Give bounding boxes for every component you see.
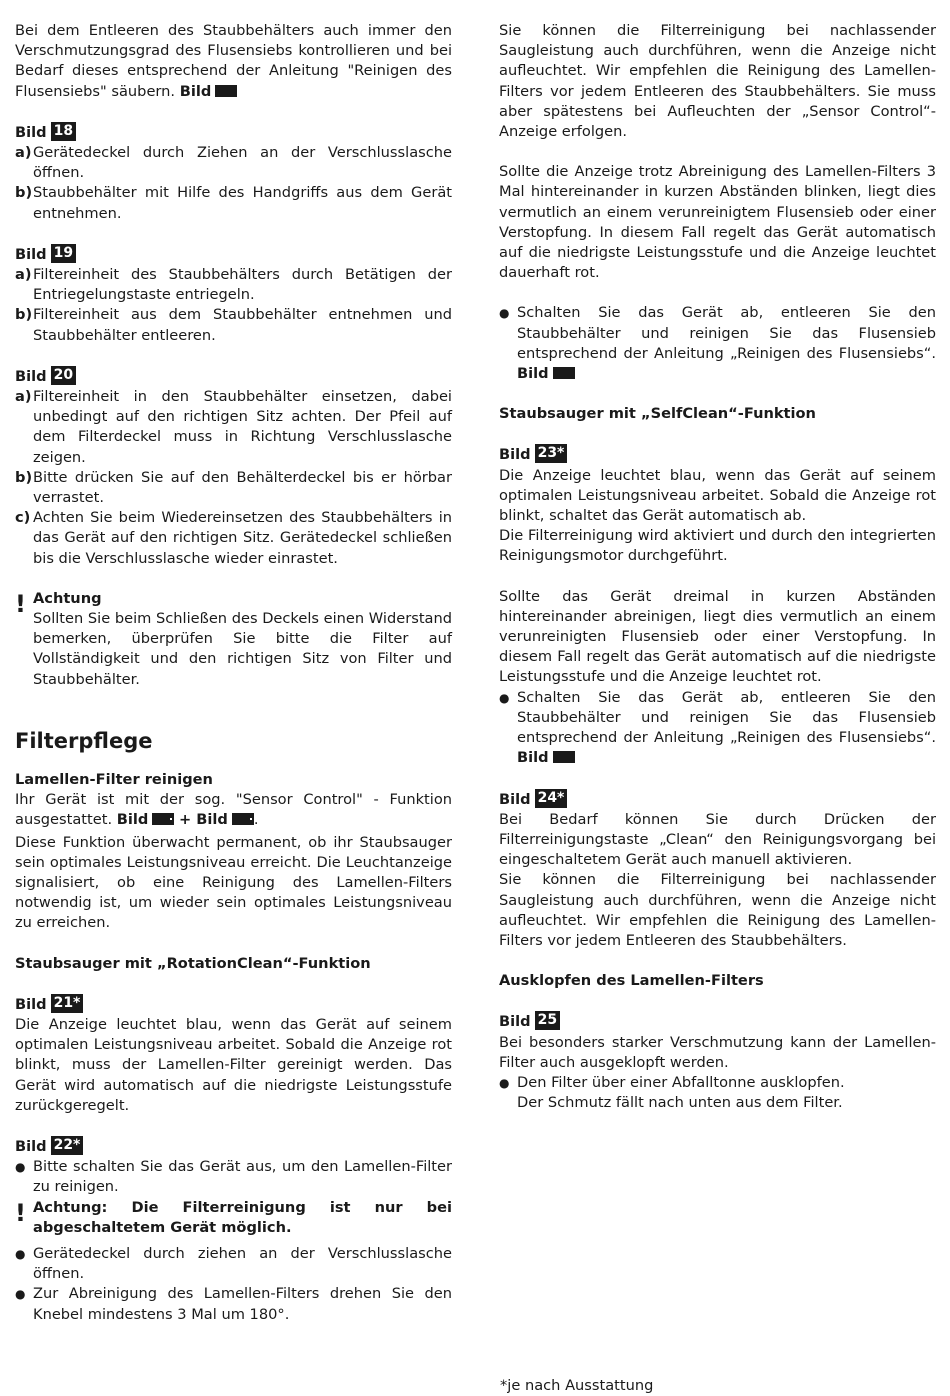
bild-21-heading — [15, 994, 452, 1015]
list-item — [15, 183, 452, 223]
bullet-dot-icon: ● — [15, 1287, 26, 1302]
bild-number: 18 — [51, 122, 76, 141]
bullet-dot-icon: ● — [499, 690, 510, 705]
paragraph: Bei besonders starker Verschmutzung kann der Lamellen-Filter auch ausgeklopft werden. — [499, 1033, 936, 1071]
bullet-text: Gerätedeckel durch ziehen an der Verschlusslasche öffnen. — [33, 1244, 452, 1283]
paragraph: Sie können die Filterreinigung bei nachlassender Saugleistung auch durchführen, wenn die Anzeige nicht aufleuchtet. Wir empfehlen die Reinigung des Lamellen-Filters vor jedem Entleeren des Staubbehälters. Sie muss aber spätestens bei Aufleuchten der „Sensor Control“-Anzeige erfolgen. — [499, 22, 936, 141]
subheading: Staubsauger mit „SelfClean“-Funktion — [499, 405, 816, 423]
list-label: b) — [15, 468, 33, 486]
bullet-item — [499, 303, 936, 384]
paragraph: Sollte das Gerät dreimal in kurzen Abständen hintereinander abreinigen, liegt dies vermutlich an einem verunreinigten Flusensieb oder einer Verstopfung. In diesem Fall regelt das Gerät automatisch auf die niedrigste Leistungsstufe und die Anzeige leuchtet rot. — [499, 587, 936, 686]
bild-ref: Bild — [179, 82, 212, 100]
bullet-item — [15, 1244, 452, 1284]
list-item — [15, 387, 452, 468]
list-item — [15, 143, 452, 183]
list-label: b) — [15, 306, 33, 324]
bild-word: Bild — [15, 123, 47, 141]
list-text: Gerätedeckel durch Ziehen an der Verschlusslasche öffnen. — [33, 144, 452, 182]
bild-word: Bild — [15, 367, 47, 385]
list-item — [15, 305, 452, 345]
bullet-item — [499, 688, 936, 769]
bild-20-heading — [15, 366, 452, 387]
bullet-text — [517, 303, 936, 384]
list-text: Bitte drücken Sie auf den Behälterdeckel bis er hörbar verrastet. — [33, 468, 452, 507]
bild-ref: Bild — [116, 811, 149, 829]
bullet-text — [517, 1073, 936, 1113]
bild-23-heading — [499, 444, 936, 465]
warning-text: Achtung: Die Filterreinigung ist nur bei abgeschaltetem Gerät möglich. — [33, 1198, 452, 1236]
list-text: Filtereinheit aus dem Staubbehälter entnehmen und Staubbehälter entleeren. — [33, 306, 452, 344]
left-column — [15, 21, 452, 1325]
bild-number: 22* — [51, 1136, 84, 1155]
exclamation-icon: ! — [15, 1198, 26, 1227]
bild-24-heading — [499, 789, 936, 810]
bild-22-heading — [15, 1136, 452, 1157]
bild-number: 23* — [535, 444, 568, 463]
bullet-text-body: Schalten Sie das Gerät ab, entleeren Sie den Staubbehälter und reinigen Sie das Flusensieb entsprechend der Anleitung „Reinigen des Flusensiebs“. — [517, 688, 936, 747]
warning-text: Sollten Sie beim Schließen des Deckels einen Widerstand bemerken, überprüfen Sie bitte die Filter auf Vollständigkeit und den richtigen Sitz von Filter und Staubbehälter. — [33, 610, 452, 688]
bild-number: 25 — [535, 1011, 560, 1030]
figure-ref-box-icon — [152, 813, 174, 825]
bild-word: Bild — [15, 245, 47, 263]
bild-19-heading — [15, 244, 452, 265]
bild-number: 24* — [535, 789, 568, 808]
bullet-item — [15, 1157, 452, 1197]
paragraph: Diese Funktion überwacht permanent, ob ihr Staubsauger sein optimales Leistungsniveau erreicht. Die Leuchtanzeige signalisiert, ob eine Reinigung des Lamellen-Filters notwendig ist, um wieder sein optimales Leistungsniveau zu erreichen. — [15, 833, 452, 932]
subheading: Staubsauger mit „RotationClean“-Funktion — [15, 954, 371, 972]
list-item — [15, 265, 452, 305]
right-column — [499, 21, 936, 1113]
bild-number: 21* — [51, 994, 84, 1013]
bild-word: Bild — [15, 1137, 47, 1155]
list-text: Filtereinheit des Staubbehälters durch Betätigen der Entriegelungstaste entriegeln. — [33, 266, 452, 304]
bullet-dot-icon: ● — [499, 1075, 510, 1090]
figure-ref-box-icon — [215, 85, 237, 97]
warning-block — [15, 589, 452, 690]
warning-block — [15, 1198, 452, 1238]
bild-ref: + Bild — [178, 811, 228, 829]
bullet-text-line: Den Filter über einer Abfalltonne ausklopfen. — [517, 1073, 845, 1091]
bullet-text: Zur Abreinigung des Lamellen-Filters drehen Sie den Knebel mindestens 3 Mal um 180°. — [33, 1285, 452, 1323]
figure-ref-box-icon — [232, 813, 254, 825]
list-label: c) — [15, 509, 31, 527]
list-label: b) — [15, 184, 33, 202]
paragraph: Sollte die Anzeige trotz Abreinigung des Lamellen-Filters 3 Mal hintereinander in kurzen Abständen blinken, liegt dies vermutlich an einem verunreinigtem Flusensieb oder einer Verstopfung. In diesem Fall regelt das Gerät automatisch auf die niedrigste Leistungsstufe und die Anzeige leuchtet dauerhaft rot. — [499, 163, 936, 282]
bild-ref: Bild — [517, 749, 549, 767]
paragraph: Bei Bedarf können Sie durch Drücken der Filterreinigungstaste „Clean“ den Reinigungsvorgang bei eingeschaltetem Gerät auch manuell aktivieren. — [499, 810, 936, 869]
list-label: a) — [15, 388, 32, 406]
subheading: Ausklopfen des Lamellen-Filters — [499, 972, 764, 990]
list-label: a) — [15, 144, 32, 162]
paragraph: Ihr Gerät ist mit der sog. "Sensor Control" - Funktion ausgestattet. Bild + Bild . — [15, 791, 452, 829]
bild-word: Bild — [499, 446, 531, 464]
section-heading: Filterpflege — [15, 728, 153, 753]
paragraph: Die Anzeige leuchtet blau, wenn das Gerät auf seinem optimalen Leistungsniveau arbeitet. Sobald die Anzeige rot blinkt, muss der Lamellen-Filter gereinigt werden. Das Gerät wird automatisch auf die niedrigste Leistungsstufe zurückgeregelt. — [15, 1015, 452, 1114]
list-label: a) — [15, 266, 32, 284]
paragraph: Die Filterreinigung wird aktiviert und durch den integrierten Reinigungsmotor durchgeführt. — [499, 527, 936, 565]
bullet-item — [499, 1073, 936, 1113]
bild-18-heading — [15, 122, 452, 143]
bullet-text: Bitte schalten Sie das Gerät aus, um den Lamellen-Filter zu reinigen. — [33, 1158, 452, 1196]
intro-text: Bei dem Entleeren des Staubbehälters auch immer den Verschmutzungsgrad des Flusensiebs kontrollieren und bei Bedarf dieses entsprechend der Anleitung "Reinigen des Flusensiebs" säubern. — [15, 22, 452, 100]
bild-number: 19 — [51, 244, 76, 263]
figure-ref-box-icon — [553, 367, 575, 379]
subheading: Lamellen-Filter reinigen — [15, 770, 213, 788]
warning-title: Achtung — [33, 589, 102, 607]
figure-ref-box-icon — [553, 751, 575, 763]
exclamation-icon: ! — [15, 589, 26, 618]
list-text: Staubbehälter mit Hilfe des Handgriffs aus dem Gerät entnehmen. — [33, 184, 452, 222]
list-text: Achten Sie beim Wiedereinsetzen des Staubbehälters in das Gerät auf den richtigen Sitz. Gerätedeckel schließen bis die Verschlusslasche wieder einrastet. — [33, 509, 452, 567]
bild-25-heading — [499, 1011, 936, 1032]
bild-number: 20 — [51, 366, 76, 385]
bild-ref: Bild — [517, 365, 549, 383]
paragraph: Die Anzeige leuchtet blau, wenn das Gerät auf seinem optimalen Leistungsniveau arbeitet. Sobald die Anzeige rot blinkt, schaltet das Gerät automatisch ab. — [499, 466, 936, 525]
bild-word: Bild — [15, 995, 47, 1013]
bullet-dot-icon: ● — [15, 1246, 26, 1261]
paragraph: Sie können die Filterreinigung bei nachlassender Saugleistung auch durchführen, wenn die Anzeige nicht aufleuchtet. Wir empfehlen die Reinigung des Lamellen-Filters vor jedem Entleeren des Staubbehälters. — [499, 871, 936, 949]
intro-paragraph — [15, 21, 452, 102]
paragraph-text: Ihr Gerät ist mit der sog. "Sensor Control" - Funktion ausgestattet. — [15, 791, 452, 829]
list-item — [15, 508, 452, 569]
footnote: *je nach Ausstattung — [500, 1377, 654, 1394]
list-item — [15, 468, 452, 508]
bild-word: Bild — [499, 1013, 531, 1031]
bullet-text-body: Schalten Sie das Gerät ab, entleeren Sie den Staubbehälter und reinigen Sie das Flusensieb entsprechend der Anleitung „Reinigen des Flusensiebs“. — [517, 304, 936, 362]
bullet-dot-icon: ● — [15, 1160, 26, 1175]
bullet-dot-icon: ● — [499, 306, 510, 321]
list-text: Filtereinheit in den Staubbehälter einsetzen, dabei unbedingt auf den richtigen Sitz achten. Der Pfeil auf dem Filterdeckel muss in Richtung Verschlusslasche zeigen. — [33, 388, 452, 466]
bullet-item — [15, 1284, 452, 1324]
bullet-text-line: Der Schmutz fällt nach unten aus dem Filter. — [517, 1094, 843, 1112]
bullet-text — [517, 688, 936, 769]
bild-word: Bild — [499, 790, 531, 808]
